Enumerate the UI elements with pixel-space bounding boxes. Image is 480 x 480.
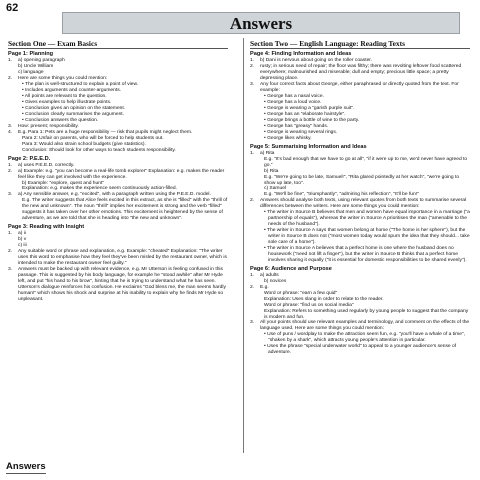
answer-text: Para 2: Unfair on parents, who will be forced to help students out.: [22, 135, 164, 141]
answer-text: • Conclusion gives an opinion on the statement.: [22, 106, 126, 112]
answer-text: Explanation: e.g. makes the experience seem continuously action-filled.: [22, 186, 177, 192]
answer-text: a) Example: e.g. "you can become a real-life tomb explorer" Explanation: e.g. makes the reader feel like they can get involved with the experience.: [18, 168, 225, 180]
answer-text: b) Example: "explore, quest and hunt": [22, 180, 105, 186]
page-heading: Page 3: Reading with Insight: [8, 224, 85, 231]
answer-text: Answers should analyse both texts, using relevant quotes from both texts to summarise several differences between the writers. Here are some things you could mention:: [260, 198, 467, 210]
question-number: 1.: [250, 150, 255, 156]
answer-text: • Uses the phrase "special underwater world" to appeal to a younger audience's sense of adventure.: [264, 344, 457, 356]
answer-text: E.g. Para 1: Pets are a huge responsibility — risk that pupils might neglect them.: [18, 129, 193, 135]
answer-text: • The writer in Source A says that women belong at home ("The home is her sphere"), but the writer in Source B does not ("most women today would spurn the idea that they should... take sole care of a home").: [264, 228, 470, 246]
page-heading: Page 4: Finding Information and Ideas: [250, 51, 352, 58]
answer-line: [250, 246, 470, 264]
left-pages: [8, 51, 228, 302]
answer-line: [250, 175, 470, 187]
answer-text: b) novices: [264, 278, 287, 284]
answer-line: [250, 320, 470, 332]
answer-text: c) Samuel: [264, 186, 287, 192]
answer-text: • Conclusion clearly summarises the argument.: [22, 111, 125, 117]
answer-line: [250, 136, 470, 142]
answer-line: [8, 267, 228, 303]
answer-text: • Use of puns / wordplay to make the attraction seem fun, e.g. "you'll have a whale of a time", "shaken by a shark", which attracts young people's attention in particular.: [264, 332, 466, 344]
answer-text: • The plan is well-structured to explain a point of view.: [22, 82, 139, 88]
question-number: 1.: [8, 231, 13, 237]
answer-line: [250, 64, 470, 82]
answer-text: • George has a loud voice.: [264, 100, 322, 106]
answer-text: • George likes whisky.: [264, 135, 312, 141]
question-number: 1.: [250, 58, 255, 64]
page-number: 62: [6, 2, 19, 14]
answer-text: • All points are relevant to the question.: [22, 94, 107, 100]
answer-text: c) language: [18, 70, 44, 76]
answer-text: Here are some things you could mention:: [18, 76, 108, 82]
answer-line: [250, 198, 470, 210]
question-number: 2.: [8, 168, 13, 174]
answer-text: E.g.: [260, 284, 269, 290]
answer-line: [250, 157, 470, 169]
answer-line: [250, 344, 470, 356]
answer-line: [250, 228, 470, 246]
answer-text: b) Dani is nervous about going on the roller coaster.: [260, 58, 373, 64]
answers-banner: [62, 12, 460, 34]
answer-text: a) opening paragraph: [18, 58, 65, 64]
page-heading: Page 2: P.E.E.D.: [8, 155, 51, 162]
answer-text: • George is wearing several rings.: [264, 129, 338, 135]
question-number: 2.: [250, 284, 255, 290]
answer-line: [250, 332, 470, 344]
answer-text: Para 3: Would also strain school budgets (give statistics).: [22, 141, 146, 147]
answer-text: How: present; responsibility.: [18, 123, 79, 129]
answer-text: E.g. "We'll be fine", "triumphantly", "admiring his reflection", "It'll be fun!": [264, 192, 419, 198]
question-number: 4.: [8, 129, 13, 135]
page-heading: Page 6: Audience and Purpose: [250, 265, 332, 272]
section-title: Section One — Exam Basics: [8, 40, 228, 49]
question-number: 2.: [8, 249, 13, 255]
question-number: 2.: [250, 198, 255, 204]
answer-text: • Includes arguments and counter-arguments.: [22, 88, 122, 94]
answer-text: E.g. "We're going to be late, Samuel!", "Rita glared pointedly at her watch", "we're going to show up late, too".: [264, 174, 460, 186]
answer-text: • George is wearing a "garish purple suit".: [264, 106, 355, 112]
answer-text: Any suitable word or phrase and explanation, e.g. Example: "cheated" Explanation: "The writer uses this word to emphasise how they feel they've been misled by the restaurant owner, which is intended to make the restaurant owner feel guilty.": [18, 249, 227, 266]
answer-text: Explanation: Refers to something used regularly by young people to suggest that the company is modern and fun.: [264, 308, 469, 320]
answer-line: [8, 148, 228, 154]
section-title: Section Two — English Language: Reading Texts: [250, 40, 470, 49]
footer-label: Answers: [6, 461, 46, 472]
answer-text: a) ii: [18, 231, 26, 237]
left-column: [8, 40, 228, 450]
banner-title: Answers: [229, 14, 293, 33]
answer-text: c) iii: [18, 243, 27, 249]
answer-text: Conclusion: Should look for other ways to teach students responsibility.: [22, 147, 176, 153]
question-number: 3.: [8, 192, 13, 198]
answer-line: [8, 169, 228, 181]
answer-text: Answers must be backed up with relevant evidence, e.g. Mr Utterson is feeling confused in this passage. This is suggested by his body language, for example he "stood awhile" after Mr Hyde left, and put "his hand to his brow", hinting that he is trying to understand what he has seen. Utterson's dialogue reinforces his confusion. He exclaims "God bless me, the man seems hardly human!" which shows his shock and surprise at his inability to explain why he finds Mr Hyde so unpleasant.: [18, 266, 226, 302]
answer-text: All your points should use relevant examples and terminology, and comment on the effects of the language used. Here are some things you could mention:: [260, 320, 470, 332]
answer-text: a) adults: [260, 272, 279, 278]
answer-text: b) v: [18, 237, 27, 243]
right-pages: [250, 51, 470, 356]
question-number: 1.: [250, 272, 255, 278]
right-column: [250, 40, 470, 450]
question-number: 1.: [8, 162, 13, 168]
question-number: 3.: [8, 266, 13, 272]
answer-text: • George brings a bottle of wine to the party.: [264, 117, 360, 123]
question-number: 1.: [8, 58, 13, 64]
answer-text: b) Rita: [264, 168, 279, 174]
column-divider: [243, 38, 244, 453]
answer-text: rusty; in serious need of repair; the floor was filthy; there was revolting leftover food scattered everywhere; malnourished and miserable; dull and empty; precious little space; a pretty depressing place.: [260, 64, 462, 82]
answer-line: [250, 82, 470, 94]
answer-line: [250, 309, 470, 321]
answer-text: Explanation: Uses slang in order to relate to the reader.: [264, 296, 384, 302]
answer-line: [8, 198, 228, 222]
answer-text: E.g. The writer suggests that Alice feels excited in this extract, as she is "filled" with the "thrill of the new and unknown". The noun "thrill" implies her excitement is strong and the verb "filled" suggests it has taken over her other emotions. This excitement is heightened by the sense of adventure, as we are told that she is heading into "the new and unknown".: [22, 198, 228, 222]
answer-text: a) uses P.E.E.D. correctly.: [18, 162, 75, 168]
page-heading: Page 5: Summarising Information and Ideas: [250, 143, 367, 150]
question-number: 3.: [8, 123, 13, 129]
answer-text: Any four correct facts about George, either paraphrased or directly quoted from the text. For example:: [260, 82, 459, 94]
page-heading: Page 1: Planning: [8, 51, 54, 58]
answer-line: [8, 249, 228, 267]
answer-text: • The writer in Source A believes that a perfect home is one where the husband does no housework ("need not lift a finger"), but the writer in Source B thinks that a perfect home involves sharing it equally ("it is essential for domestic responsibilities to be shared evenly").: [264, 246, 467, 263]
page-footer: [6, 461, 46, 474]
answer-text: • The writer in Source B believes that men and women have equal importance in a marriage ("a partnership of equals"), whereas the writer in Source A prioritises the man ("amenable to the needs of the husband").: [264, 210, 470, 228]
answer-text: • George has an "elaborate hairstyle".: [264, 111, 346, 117]
answer-text: b) Uncle William: [18, 64, 54, 70]
question-number: 2.: [8, 76, 13, 82]
answer-line: [250, 210, 470, 228]
question-number: 3.: [250, 320, 255, 326]
question-number: 2.: [250, 64, 255, 70]
question-number: 3.: [250, 82, 255, 88]
answer-text: E.g. "It's bad enough that we have to go at all", "if it were up to me, we'd never have agreed to go.": [264, 156, 468, 168]
answer-text: Word or phrase: "earn a few quid": [264, 290, 338, 296]
answer-text: a) Rita: [260, 150, 275, 156]
answer-text: Word or phrase: "find us on social media": [264, 302, 354, 308]
answer-text: • Conclusion answers the question.: [22, 117, 99, 123]
answer-text: • George has "greasy" hands.: [264, 123, 329, 129]
answer-text: a) Any sensible answer, e.g. "excited", with a paragraph written using the P.E.E.D. model.: [18, 192, 211, 198]
answer-text: • Gives examples to help illustrate points.: [22, 100, 112, 106]
answer-text: • George has a nasal voice.: [264, 94, 324, 100]
